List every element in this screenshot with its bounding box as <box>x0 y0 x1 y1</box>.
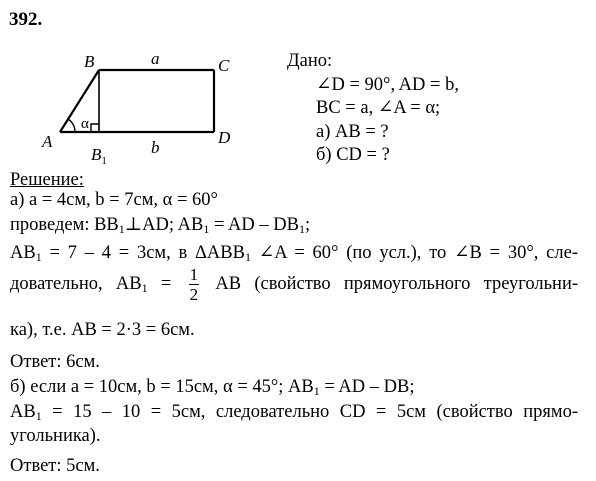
label-a-side: a <box>151 50 160 68</box>
solution-heading: Решение: <box>10 170 84 190</box>
solution-line-7: $AB_1 = 15 - 10 = 5см$, следовательно CD = 5см (свойство прямо- <box>10 402 578 423</box>
given-block <box>287 50 459 168</box>
solution-line-1: а) a = 4см, b = 7см, α = 60° <box>10 190 218 210</box>
solution-line-2: проведем: $BB_1\perp AD$; $AB_1$ = AD – $DB_1$; <box>10 215 311 236</box>
problem-number: 392. <box>9 9 43 30</box>
angle-arc <box>68 119 75 132</box>
solution-line-8: угольника). <box>10 426 101 446</box>
label-b1: $B_1$ <box>91 145 107 167</box>
trapezoid-figure <box>38 50 268 172</box>
right-angle-mark <box>91 124 99 132</box>
side-ab <box>60 70 99 132</box>
solution-line-5: ка), т.е. AB = 2·3 = 6см. <box>10 320 195 340</box>
label-b-side: b <box>151 138 160 157</box>
label-b: B <box>84 52 95 71</box>
solution-line-6: б) если a = 10см, b = 15см, α = 45°; $AB_1$ = AD – DB; <box>10 377 415 398</box>
label-a-vertex: A <box>42 132 53 151</box>
label-c: C <box>218 56 230 75</box>
given-title: Дано: <box>287 51 333 71</box>
given-line-1: ∠D = 90°, AD = b, <box>316 74 459 95</box>
label-d: D <box>218 128 231 147</box>
solution-line-4: довательно, $AB_1$ = $\frac{1}{2}$ AB (свойство прямоугольного треугольни- <box>10 265 579 304</box>
given-line-4: б) CD = ? <box>316 145 390 165</box>
given-line-3: а) AB = ? <box>316 121 389 142</box>
answer-a: Ответ: 6см. <box>10 352 100 372</box>
answer-b: Ответ: 5см. <box>10 456 100 476</box>
solution-line-3: $AB_1 = 7 - 4 = 3см$, в $\Delta ABB_1$ ∠A = 60° (по усл.), то ∠B = 30°, сле- <box>10 243 578 264</box>
fraction-one-half: $\frac{1}{2}$ <box>189 265 199 304</box>
label-alpha: α <box>81 116 89 132</box>
given-line-2: BC = a, ∠A = α; <box>316 98 441 118</box>
